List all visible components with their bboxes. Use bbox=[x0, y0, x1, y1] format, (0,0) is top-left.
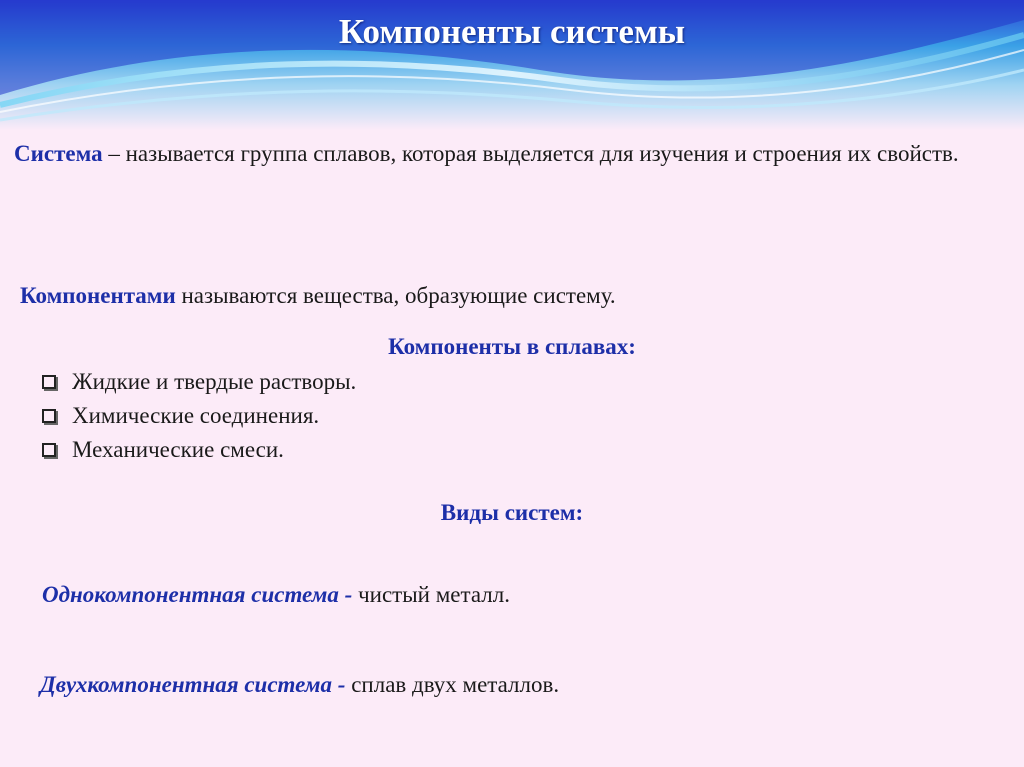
two-component-term: Двухкомпонентная система - bbox=[40, 672, 346, 697]
list-item-label: Химические соединения. bbox=[72, 403, 320, 428]
checkbox-bullet-icon bbox=[42, 443, 56, 457]
system-term: Система bbox=[14, 141, 103, 166]
two-component-text: сплав двух металлов. bbox=[345, 672, 560, 697]
system-definition-text: – называется группа сплавов, которая выделяется для изучения и строения их свойств. bbox=[102, 141, 959, 166]
single-component-system bbox=[42, 568, 510, 621]
single-component-text: чистый металл. bbox=[352, 582, 510, 607]
system-definition bbox=[14, 127, 1008, 180]
page-title: Компоненты системы bbox=[338, 12, 686, 51]
list-item bbox=[42, 433, 356, 467]
checkbox-bullet-icon bbox=[42, 375, 56, 389]
system-types-heading: Виды систем: bbox=[440, 500, 584, 525]
components-heading: Компоненты в сплавах: bbox=[388, 334, 636, 359]
components-term: Компонентами bbox=[20, 283, 176, 308]
list-item-label: Жидкие и твердые растворы. bbox=[72, 369, 357, 394]
single-component-term: Однокомпонентная система - bbox=[42, 582, 353, 607]
components-definition bbox=[20, 270, 1000, 322]
header-banner bbox=[0, 0, 1024, 130]
list-item bbox=[42, 365, 356, 399]
list-item-label: Механические смеси. bbox=[72, 437, 284, 462]
components-list bbox=[42, 365, 356, 467]
checkbox-bullet-icon bbox=[42, 409, 56, 423]
list-item bbox=[42, 399, 356, 433]
two-component-system bbox=[40, 658, 559, 711]
components-definition-text: называются вещества, образующие систему. bbox=[175, 283, 616, 308]
